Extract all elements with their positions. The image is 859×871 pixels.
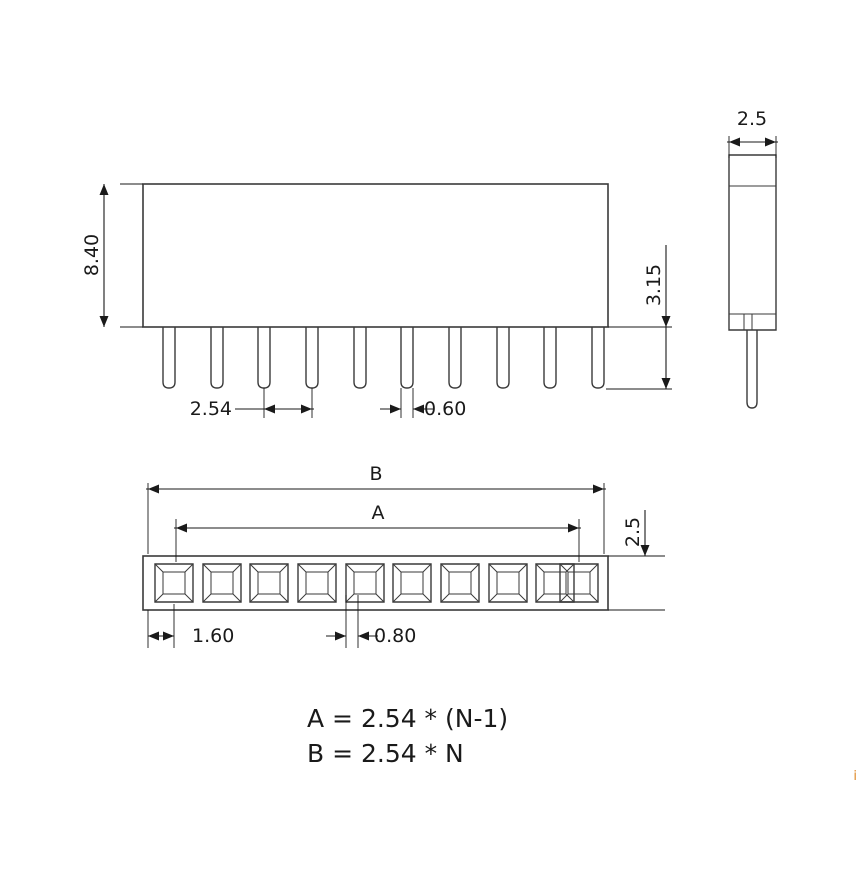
dim-label-cavity-pitch: 1.60 [192,625,235,647]
dim-label-pitch: 2.54 [189,398,232,420]
dim-side-width [727,108,778,158]
watermark-mark: i [853,769,857,784]
dim-top-depth [608,510,665,610]
dim-label-pin-length: 3.15 [643,263,665,307]
formula-line-b: B = 2.54 * N [307,739,464,768]
dim-label-top-depth: 2.5 [622,516,644,548]
dim-pin-width [380,388,466,420]
dim-label-pin-width: 0.60 [424,398,467,420]
dim-pitch [190,388,314,420]
front-pins-group [163,327,604,388]
front-view-group [143,184,608,388]
dim-label-side-width: 2.5 [736,108,768,130]
dim-body-height [81,184,143,327]
formula-block [307,704,508,768]
dim-overall-a [174,502,581,562]
top-view-group [143,556,608,610]
dim-label-body-height: 8.40 [81,233,103,277]
front-body-outline [143,184,608,327]
side-view-group [729,155,776,408]
dim-label-overall-b: B [369,463,383,485]
dim-label-overall-a: A [371,502,385,524]
dim-label-cavity-width: 0.80 [374,625,417,647]
formula-line-a: A = 2.54 * (N-1) [307,704,509,733]
dim-pin-length [606,245,672,389]
